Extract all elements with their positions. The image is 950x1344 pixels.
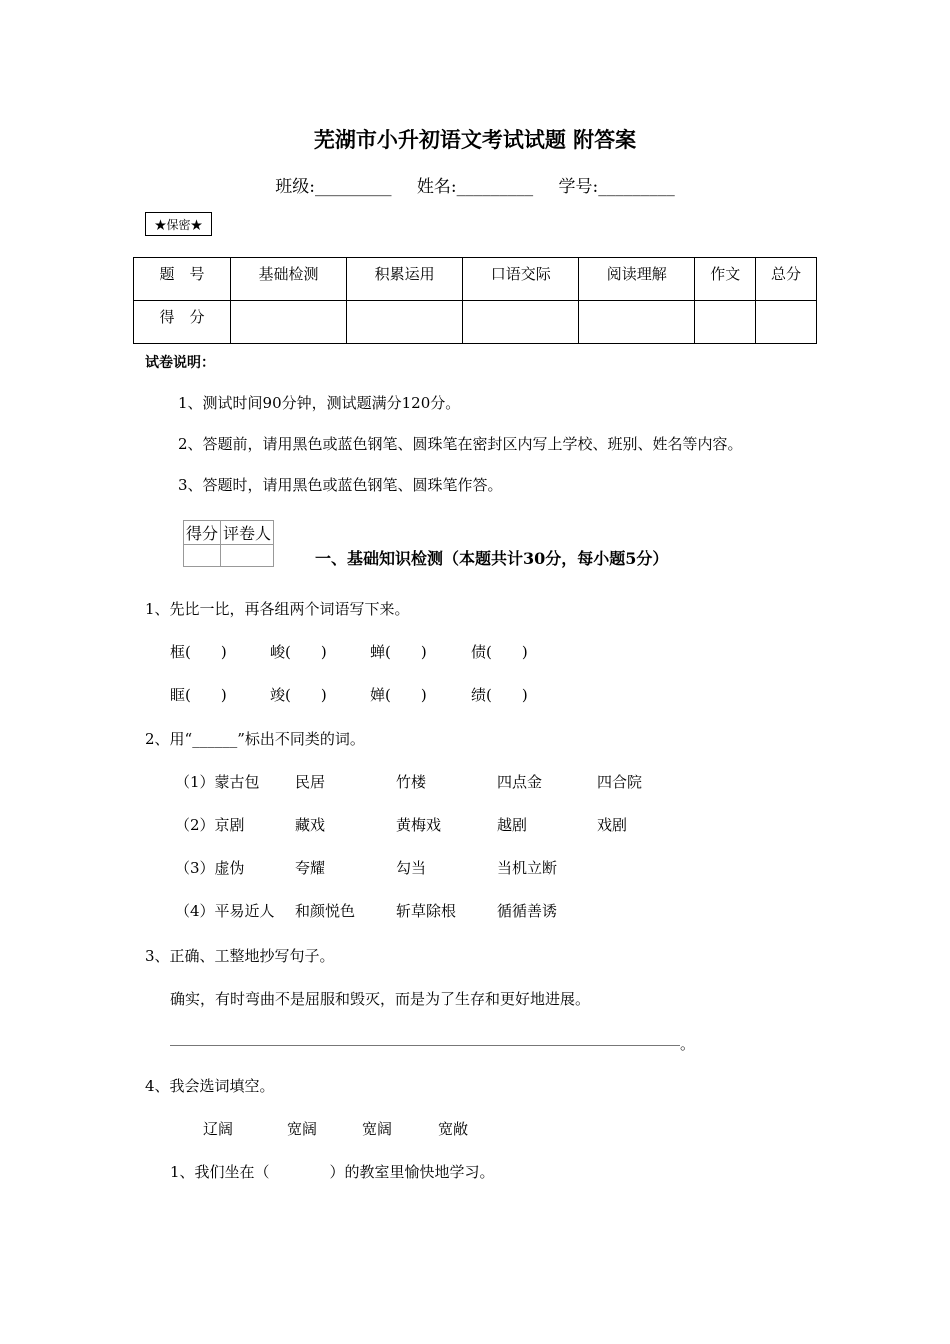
- grader-name-label: 评卷人: [221, 521, 274, 545]
- score-row-label: 得 分: [134, 301, 231, 344]
- student-info: [0, 172, 950, 197]
- confidential-badge: ★保密★: [145, 212, 212, 236]
- grader-score-label: 得分: [184, 521, 221, 545]
- score-header-cell: 题 号: [134, 258, 231, 301]
- q2-word[interactable]: （1）蒙古包: [175, 773, 260, 791]
- score-header-cell: 基础检测: [231, 258, 347, 301]
- score-header-cell: 总分: [756, 258, 817, 301]
- section-title: 一、基础知识检测（本题共计30分，每小题5分）: [315, 549, 669, 568]
- question-4-stem: 4、我会选词填空。: [145, 1077, 275, 1095]
- score-cell[interactable]: [463, 301, 579, 344]
- answer-line-end: 。: [680, 1035, 696, 1053]
- instruction-item: 2、答题前，请用黑色或蓝色钢笔、圆珠笔在密封区内写上学校、班别、姓名等内容。: [178, 435, 743, 453]
- score-header-cell: 阅读理解: [579, 258, 695, 301]
- q2-word[interactable]: 勾当: [396, 859, 427, 877]
- grader-score-cell[interactable]: [184, 545, 221, 567]
- q1-item: 框( ): [170, 643, 227, 661]
- q2-word[interactable]: 循循善诱: [497, 902, 558, 920]
- q4-option: 宽敞: [438, 1120, 469, 1138]
- q2-word[interactable]: （2）京剧: [175, 816, 245, 834]
- score-cell[interactable]: [231, 301, 347, 344]
- grader-box: [183, 520, 274, 567]
- q4-option: 宽阔: [287, 1120, 318, 1138]
- score-cell[interactable]: [347, 301, 463, 344]
- q2-word[interactable]: 竹楼: [396, 773, 427, 791]
- q2-word[interactable]: 四点金: [497, 773, 543, 791]
- grader-name-cell[interactable]: [221, 545, 274, 567]
- name-field[interactable]: 姓名:_________: [416, 177, 534, 197]
- q4-option: 宽阔: [362, 1120, 393, 1138]
- student-id-field[interactable]: 学号:_________: [558, 177, 675, 197]
- q1-item: 眶( ): [170, 686, 227, 704]
- q2-word[interactable]: 当机立断: [497, 859, 558, 877]
- score-header-row: [134, 258, 817, 301]
- q1-item: 婵( ): [370, 686, 427, 704]
- q4-item-1: 1、我们坐在（ ）的教室里愉快地学习。: [170, 1163, 495, 1181]
- q1-item: 绩( ): [471, 686, 528, 704]
- score-cell[interactable]: [579, 301, 695, 344]
- q2-word[interactable]: 黄梅戏: [396, 816, 442, 834]
- score-header-cell: 作文: [695, 258, 756, 301]
- instructions-heading: 试卷说明：: [145, 355, 215, 371]
- instruction-item: 1、测试时间90分钟，测试题满分120分。: [178, 394, 461, 412]
- q4-option: 辽阔: [203, 1120, 234, 1138]
- score-table: [133, 257, 817, 344]
- q1-item: 蝉( ): [370, 643, 427, 661]
- answer-line[interactable]: [170, 1045, 680, 1046]
- q2-word[interactable]: 民居: [295, 773, 326, 791]
- q1-item: 竣( ): [270, 686, 327, 704]
- q3-sentence: 确实，有时弯曲不是屈服和毁灭，而是为了生存和更好地进展。: [170, 990, 591, 1008]
- q2-word[interactable]: 戏剧: [597, 816, 628, 834]
- q2-word[interactable]: （3）虚伪: [175, 859, 245, 877]
- q1-item: 债( ): [471, 643, 528, 661]
- q2-word[interactable]: （4）平易近人: [175, 902, 275, 920]
- page-title: 芜湖市小升初语文考试试题 附答案: [313, 127, 637, 152]
- question-1-stem: 1、先比一比，再各组两个词语写下来。: [145, 600, 410, 618]
- q1-item: 峻( ): [270, 643, 327, 661]
- score-value-row: [134, 301, 817, 344]
- class-field[interactable]: 班级:_________: [275, 177, 392, 197]
- q2-word[interactable]: 藏戏: [295, 816, 326, 834]
- q2-word[interactable]: 四合院: [597, 773, 643, 791]
- score-header-cell: 积累运用: [347, 258, 463, 301]
- instruction-item: 3、答题时，请用黑色或蓝色钢笔、圆珠笔作答。: [178, 476, 503, 494]
- q2-word[interactable]: 越剧: [497, 816, 528, 834]
- score-cell[interactable]: [695, 301, 756, 344]
- q2-word[interactable]: 夸耀: [295, 859, 326, 877]
- score-header-cell: 口语交际: [463, 258, 579, 301]
- question-3-stem: 3、正确、工整地抄写句子。: [145, 947, 335, 965]
- q2-word[interactable]: 斩草除根: [396, 902, 457, 920]
- question-2-stem: 2、用“______”标出不同类的词。: [145, 730, 365, 748]
- score-cell[interactable]: [756, 301, 817, 344]
- q2-word[interactable]: 和颜悦色: [295, 902, 356, 920]
